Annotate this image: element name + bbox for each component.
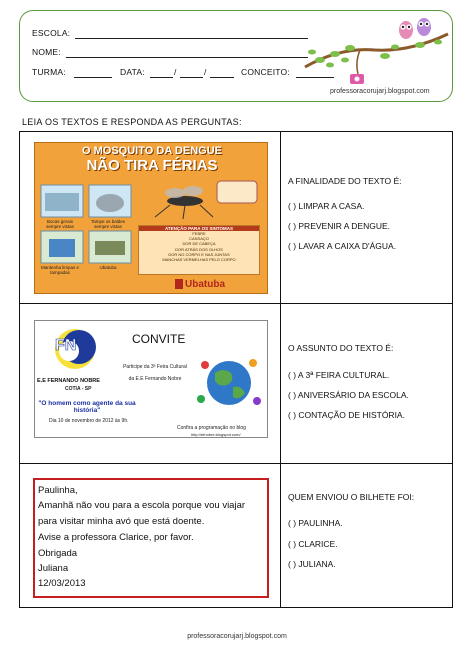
invite-program-line1: Confira a programação no blog [177, 425, 246, 431]
question-2-option-b[interactable]: ( ) ANIVERSÁRIO DA ESCOLA. [288, 390, 409, 400]
data-day-field[interactable] [150, 77, 173, 78]
poster-title-line2: NÃO TIRA FÉRIAS [86, 157, 218, 174]
footer-blog: professoracorujarj.blogspot.com [187, 633, 287, 640]
invite-card [34, 320, 268, 438]
question-2-prompt: O ASSUNTO DO TEXTO É: [288, 343, 394, 353]
question-1-option-b[interactable]: ( ) PREVENIR A DENGUE. [288, 221, 391, 231]
invite-school: E.E FERNANDO NOBRE [37, 378, 100, 384]
header-blog: professoracorujarj.blogspot.com [330, 88, 430, 95]
invite-text-line1: Participe da 3ª Feira Cultural [123, 364, 187, 370]
nome-label: NOME: [32, 47, 61, 57]
owl-branch-icon [300, 12, 450, 87]
data-label: DATA: [120, 67, 145, 77]
question-3-option-b[interactable]: ( ) CLARICE. [288, 539, 338, 549]
note-line: 12/03/2013 [38, 578, 86, 589]
globe-icon [195, 351, 263, 411]
invite-date: Dia 10 de novembro de 2012 às 9h. [49, 418, 129, 424]
invite-slogan: "O homem como agente da sua história" [38, 400, 136, 414]
poster-label-2: Tampe os baldes sempre vistas [90, 219, 126, 229]
symptom-item: DOR ATRÁS DOS OLHOS [175, 246, 223, 252]
turma-label: TURMA: [32, 67, 66, 77]
note-line: para visitar minha avó que está doente. [38, 516, 205, 527]
note-line: Juliana [38, 563, 69, 574]
grid-divider-row2 [19, 463, 453, 464]
question-1-option-c[interactable]: ( ) LAVAR A CAIXA D'ÁGUA. [288, 241, 397, 251]
escola-label: ESCOLA: [32, 28, 71, 38]
grid-divider-vertical [280, 131, 281, 608]
data-sep2: / [204, 67, 207, 77]
turma-field[interactable] [74, 77, 112, 78]
poster-label-4: Ubatuba [99, 265, 117, 270]
invite-text-line2: da E.E Fernando Nobre [128, 376, 182, 382]
instructions-title: LEIA OS TEXTOS E RESPONDA AS PERGUNTAS: [22, 117, 242, 127]
question-3-option-a[interactable]: ( ) PAULINHA. [288, 518, 343, 528]
symptom-item: DOR DE CABEÇA [182, 241, 216, 247]
question-1-prompt: A FINALIDADE DO TEXTO É: [288, 176, 402, 186]
question-2-option-c[interactable]: ( ) CONTAÇÃO DE HISTÓRIA. [288, 410, 405, 420]
question-2-option-a[interactable]: ( ) A 3ª FEIRA CULTURAL. [288, 370, 390, 380]
invite-title: CONVITE [132, 332, 186, 346]
note-line: Paulinha, [38, 485, 78, 496]
poster-label-3: Mantenha limpas e tampadas [40, 265, 80, 275]
invite-program-line2: http://efnobre.blogspot.com/ [191, 432, 241, 437]
poster-label-1: Bocas gerais sempre vistas [46, 219, 74, 229]
poster-title-line1: O MOSQUITO DA DENGUE [82, 145, 222, 157]
logo-letters: FN [55, 337, 77, 354]
note-line: Obrigada [38, 548, 78, 559]
question-3-option-c[interactable]: ( ) JULIANA. [288, 559, 336, 569]
symptom-item: FEBRE [192, 231, 206, 236]
data-month-field[interactable] [180, 77, 203, 78]
conceito-label: CONCEITO: [241, 67, 290, 77]
mosquito-icon [145, 177, 260, 221]
invite-school-city: COTIA - SP [65, 386, 92, 392]
symptoms-box [138, 225, 260, 275]
note-line: Avise a professora Clarice, por favor. [38, 532, 194, 543]
ubatuba-crest-icon [175, 279, 183, 289]
question-1-option-a[interactable]: ( ) LIMPAR A CASA. [288, 201, 365, 211]
symptom-item: DOR NO CORPO E NAS JUNTAS [168, 251, 230, 257]
question-3-prompt: QUEM ENVIOU O BILHETE FOI: [288, 492, 415, 502]
dengue-poster [34, 142, 268, 294]
nome-field[interactable] [66, 57, 308, 58]
symptoms-heading: ATENÇÃO PARA OS SINTOMAS [139, 226, 259, 231]
note-line: Amanhã não vou para a escola porque vou viajar [38, 500, 246, 511]
data-year-field[interactable] [210, 77, 234, 78]
symptom-item: MANCHAS VERMELHAS PELO CORPO [162, 257, 236, 263]
symptom-item: CANSAÇO [189, 236, 209, 242]
poster-brand: Ubatuba [185, 279, 225, 290]
grid-divider-row1 [19, 303, 453, 304]
data-sep1: / [174, 67, 177, 77]
escola-field[interactable] [75, 38, 308, 39]
